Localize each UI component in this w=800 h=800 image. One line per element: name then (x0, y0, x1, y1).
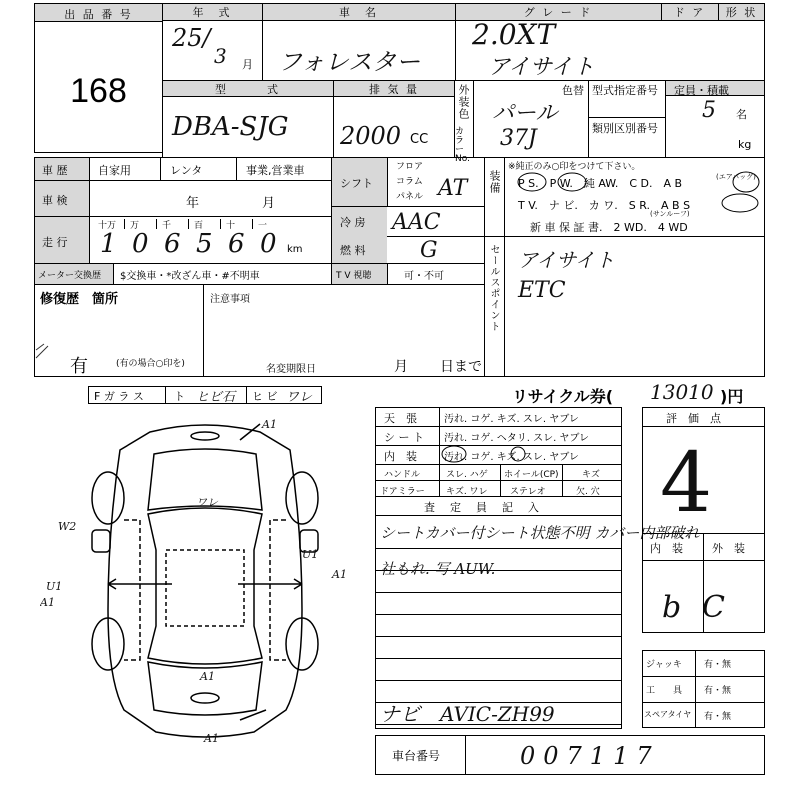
mirror-opts: キズ. ワレ (446, 487, 488, 497)
mileage-digit-separator (156, 219, 157, 229)
inspector-ruled-line (375, 614, 622, 615)
inspector-ruled-line (375, 680, 622, 681)
color-code-value: 37J (500, 126, 537, 151)
mileage-digit-label: 千 (162, 221, 172, 231)
repair-label: 修復歴 箇所 (40, 292, 119, 307)
shift-value: AT (438, 176, 468, 201)
recycle-unit: )円 (720, 387, 744, 406)
mileage-digit: 6 (164, 229, 181, 259)
meter-options: $交換車・*改ざん車・#不明車 (120, 271, 260, 282)
mark-a1-right: A1 (332, 568, 347, 581)
stereo-missing: 欠. 穴 (576, 487, 600, 497)
mileage-digit-label: 一 (258, 221, 268, 231)
chassis-value: 007117 (520, 742, 660, 770)
mark-a1-bottom: A1 (204, 732, 219, 745)
recycle-amount: 13010 (650, 380, 714, 404)
glass-chip: ヒビ石 (196, 390, 236, 405)
ac-value: AAC (392, 210, 441, 235)
pw-circle-mark (558, 173, 586, 191)
color-side-label: 外装色 (457, 84, 470, 120)
model-type-value: DBA-SJG (172, 112, 289, 142)
inspection-month: 月 (262, 196, 276, 211)
repair-note: (有の場合○印を) (116, 359, 185, 369)
mileage-digit: 0 (260, 229, 277, 259)
cond-ceiling-opts: 汚れ. コゲ. キズ. スレ. ヤブレ (444, 414, 579, 425)
repair-check-mark (34, 340, 74, 374)
sales-point-label: セールスポイント (488, 244, 499, 332)
right-door-line (270, 520, 286, 660)
type-label: 型 式 (215, 83, 280, 96)
history-opt-rental: レンタ (170, 164, 203, 177)
wheel-fl (92, 472, 124, 524)
cond-ceiling-label: 天 張 (384, 412, 417, 425)
mileage-digit-separator (124, 219, 125, 229)
handle-opts: スレ. ハゲ (446, 470, 488, 480)
mileage-digit-label: 百 (194, 221, 204, 231)
handle-label: ハンドル (384, 470, 421, 480)
left-door-line (124, 520, 140, 660)
jack-label: ジャッキ (646, 660, 682, 670)
equipment-row-1: P S. P W. 純 AW. C D. A B (518, 177, 683, 190)
cabin-outline (148, 508, 262, 664)
inspector-ruled-line (375, 548, 622, 549)
year-label: 年 式 (192, 6, 232, 19)
notes-label: 注意事項 (210, 294, 250, 305)
mileage-digit: 1 (100, 229, 117, 259)
abs-circle-mark (722, 194, 758, 212)
month-value: 3 (214, 44, 227, 68)
meter-label: メーター交換歴 (38, 271, 102, 281)
shape-label: 形 状 (725, 6, 758, 19)
mark-u1-right: U1 (302, 548, 319, 561)
shift-column: コラム (396, 177, 423, 187)
capacity-unit: 名 (736, 108, 747, 121)
sales-point-2: ETC (518, 278, 566, 303)
score-value: 4 (660, 436, 713, 531)
grade-label: グ レ ー ド (523, 6, 593, 19)
color-code-label: カラー No. (455, 127, 470, 164)
ps-circle-mark (518, 173, 546, 191)
mileage-digit-label: 万 (130, 221, 140, 231)
inspector-line-1: シートカバー付シート状態不明 カバー内部破れ (380, 524, 700, 542)
mark-a1-left: A1 (40, 596, 55, 609)
chassis-label: 車台番号 (392, 749, 441, 763)
history-label: 車 歴 (42, 164, 68, 177)
inspection-year: 年 (186, 196, 200, 211)
tv-label: T V 視聴 (336, 271, 372, 281)
mark-a1-trunk: A1 (200, 670, 215, 683)
lot-number: 168 (70, 72, 127, 110)
dirt-circle-mark (442, 446, 466, 462)
inspection-label: 車 検 (42, 194, 68, 207)
equipment-side-label: 装備 (488, 170, 501, 194)
cond-seat-label: シ ー ト (384, 431, 424, 444)
tools-label: 工 具 (646, 686, 683, 696)
glass-to: ト (174, 390, 185, 403)
mirror-label: ドアミラー (380, 487, 425, 497)
equipment-row-3: 新 車 保 証 書. 2 WD. 4 WD (530, 221, 688, 234)
capacity-value: 5 (702, 98, 716, 123)
cond-interior-label: 内 装 (384, 450, 417, 463)
inspector-label: 査 定 員 記 入 (424, 501, 541, 514)
name-label: 車 名 (339, 6, 378, 19)
stereo-label: ステレオ (510, 487, 546, 497)
year-value: 25/ (172, 24, 211, 52)
class-no-label: 類別区別番号 (592, 122, 658, 135)
shift-floor: フロア (396, 162, 424, 172)
lot-label: 出 品 番 号 (64, 8, 133, 21)
wheel-fr (286, 472, 318, 524)
interior-score: b (662, 590, 682, 625)
cond-seat-opts: 汚れ. コゲ. ヘタリ. スレ. ヤブレ (444, 433, 590, 444)
rear-plate (191, 693, 219, 703)
kg-unit: kg (738, 138, 752, 151)
ab-circle-mark (733, 172, 759, 192)
type-no-label: 型式指定番号 (592, 84, 658, 97)
mileage-digit: 6 (228, 229, 245, 259)
shift-label: シフト (340, 177, 373, 190)
equipment-airbag-note: (エアバッグ) (716, 173, 756, 181)
sales-point-1: アイサイト (518, 248, 615, 272)
tools-opts: 有・無 (704, 686, 732, 696)
history-opt-private: 自家用 (98, 164, 131, 177)
displacement-value: 2000 (340, 122, 402, 150)
equipment-row-2: T V. ナ ビ. カ ワ. S R. A B S (518, 199, 691, 212)
lot-box (34, 3, 163, 153)
mileage-digit-separator (252, 219, 253, 229)
recycle-label: リサイクル券( (512, 387, 614, 406)
inspector-ruled-line (375, 636, 622, 637)
mileage-unit: km (287, 244, 303, 255)
spare-label: スペアタイヤ (644, 710, 692, 719)
door-label: ド ア (673, 6, 706, 19)
displacement-unit: CC (410, 132, 429, 147)
inspector-line-2: 社もれ. 写 AUW. (380, 560, 496, 578)
glass-broken: ワレ (286, 390, 313, 405)
capacity-label: 定員・積載 (674, 84, 729, 97)
mileage-digit-separator (188, 219, 189, 229)
fuel-value: G (420, 238, 438, 263)
car-name: フォレスター (278, 48, 421, 76)
exterior-score-label: 外 装 (712, 542, 745, 555)
tv-options: 可・不可 (404, 271, 444, 282)
cond-circle-marks (440, 444, 540, 464)
scratch-circle-mark (511, 447, 525, 461)
mark-crack-hood: ワレ (196, 496, 218, 509)
interior-score-label: 内 装 (650, 542, 683, 555)
wheel-label: ホイール(CP) (504, 470, 559, 480)
mileage-digit-label: 十万 (98, 221, 117, 231)
history-opt-business: 事業,営業車 (246, 164, 305, 177)
grade-line-2: アイサイト (488, 55, 595, 80)
mileage-digit-separator (220, 219, 221, 229)
mileage-digit-label: 十 (226, 221, 236, 231)
repair-yes: 有 (70, 356, 88, 377)
equipment-sunroof-note: (サンルーフ) (650, 210, 690, 218)
deadline-month: 月 (394, 359, 408, 375)
front-grille (191, 432, 219, 440)
grade-line-1: 2.0XT (472, 18, 556, 51)
deadline-label: 名変期限日 (266, 364, 316, 375)
roof-outline (166, 550, 244, 626)
mark-u1-left: U1 (46, 580, 63, 593)
spare-opts: 有・無 (704, 712, 732, 722)
cond-interior-opts: 汚れ. コゲ. キズ. スレ. ヤブレ (444, 452, 579, 463)
glass-crack: ヒ ビ (252, 390, 278, 403)
fuel-label: 燃 料 (340, 244, 366, 257)
inspector-nav: ナビ AVIC-ZH99 (380, 702, 555, 726)
car-body-outline (108, 425, 302, 737)
equipment-note: ※純正のみ○印をつけて下さい。 (508, 162, 641, 172)
jack-opts: 有・無 (704, 660, 732, 670)
paint-value: パール (492, 101, 558, 126)
car-damage-diagram (40, 410, 370, 750)
mirror-left (92, 530, 110, 552)
ac-label: 冷 房 (340, 216, 366, 229)
score-label: 評 価 点 (666, 412, 721, 425)
deadline-day: 日まで (440, 359, 482, 375)
mileage-label: 走 行 (42, 236, 68, 249)
displacement-label: 排 気 量 (369, 83, 419, 96)
wheel-scratch: キズ (582, 470, 600, 480)
shift-panel: パネル (396, 192, 424, 202)
mileage-digit: 0 (132, 229, 149, 259)
mileage-digit: 5 (196, 229, 213, 259)
inspector-ruled-line (375, 658, 622, 659)
glass-label: F ガ ラ ス (94, 390, 144, 403)
mark-a1-top: A1 (262, 418, 277, 431)
inspector-ruled-line (375, 592, 622, 593)
month-unit: 月 (242, 58, 253, 71)
exterior-score: C (702, 590, 725, 625)
equipment-circles (504, 157, 764, 237)
paint-label: 色替 (562, 84, 584, 97)
mark-w2-left: W2 (58, 520, 77, 533)
